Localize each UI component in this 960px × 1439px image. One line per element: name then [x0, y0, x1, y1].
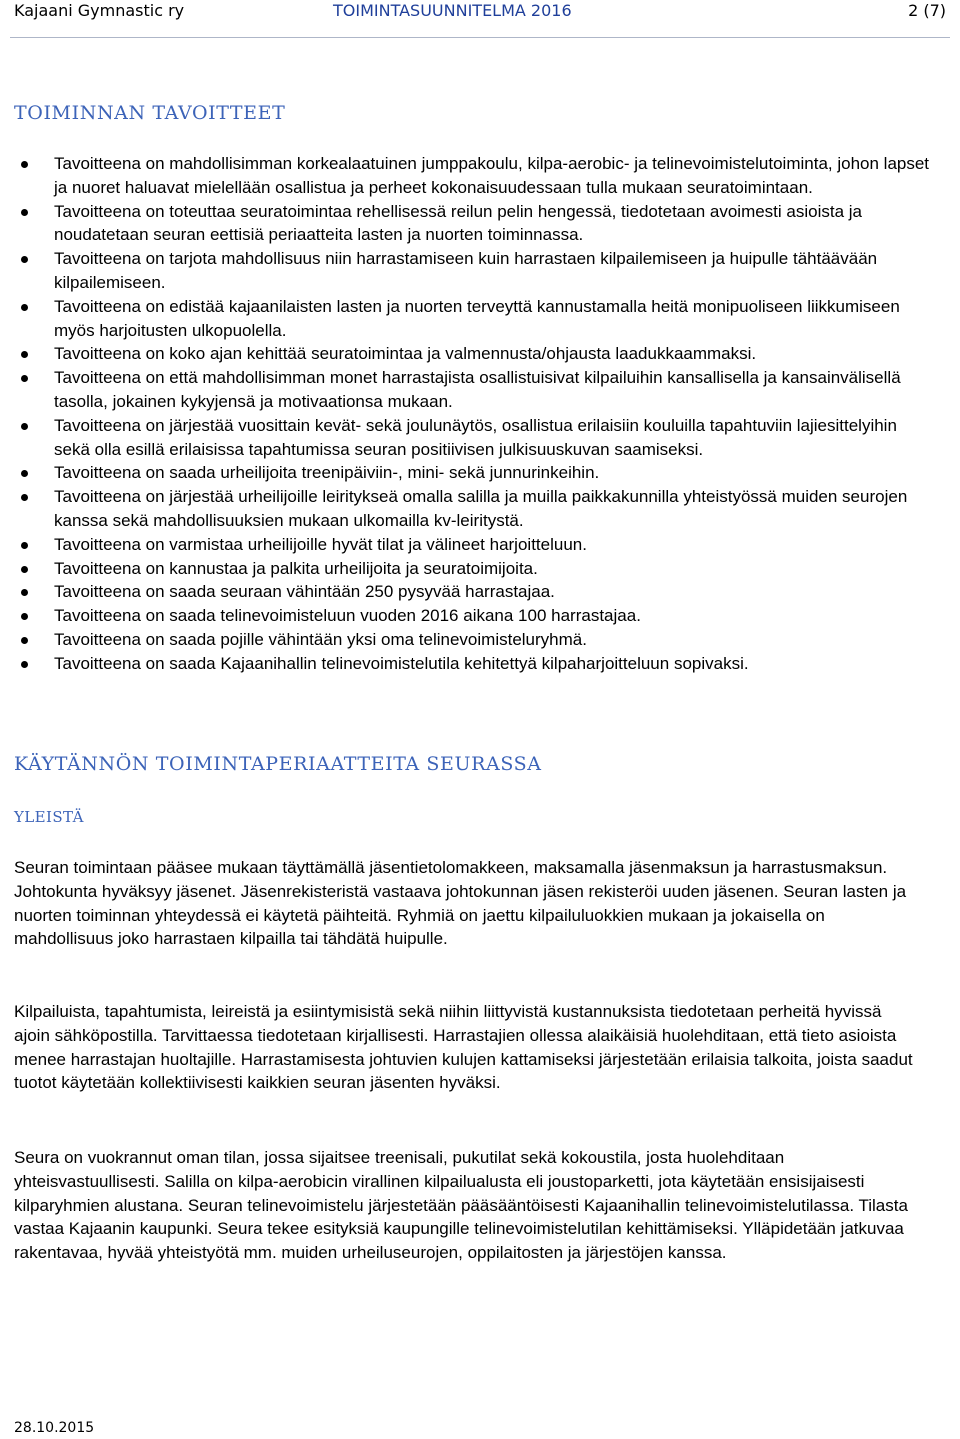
- goal-item: Tavoitteena on koko ajan kehittää seuratoimintaa ja valmennusta/ohjausta laadukkaammaksi.: [0, 342, 930, 366]
- bullet-icon: [21, 470, 28, 477]
- goal-item: Tavoitteena on saada Kajaanihallin telinevoimistelutila kehitettyä kilpaharjoitteluun sopivaksi.: [0, 652, 930, 676]
- footer-date: 28.10.2015: [14, 1420, 95, 1436]
- header-divider: [10, 37, 950, 38]
- bullet-icon: [21, 256, 28, 263]
- goal-item: Tavoitteena on saada urheilijoita treenipäiviin-, mini- sekä junnurinkeihin.: [0, 461, 930, 485]
- page-header: [14, 0, 946, 22]
- goal-item: Tavoitteena on saada telinevoimisteluun vuoden 2016 aikana 100 harrastajaa.: [0, 604, 930, 628]
- bullet-icon: [21, 209, 28, 216]
- goal-item: Tavoitteena on järjestää vuosittain kevät- sekä joulunäytös, osallistua erilaisiin kouluilla tapahtuviin lajiesittelyihin sekä olla esillä erilaisissa tapahtumissa seuran positiivisen julkisuuskuvan saamiseksi.: [0, 414, 930, 462]
- bullet-icon: [21, 589, 28, 596]
- goals-heading: TOIMINNAN TAVOITTEET: [14, 102, 286, 124]
- document-title: TOIMINTASUUNNITELMA 2016: [333, 1, 572, 20]
- organization-name: Kajaani Gymnastic ry: [14, 1, 185, 20]
- bullet-icon: [21, 637, 28, 644]
- principles-heading: KÄYTÄNNÖN TOIMINTAPERIAATTEITA SEURASSA: [14, 753, 542, 775]
- goal-item: Tavoitteena on saada pojille vähintään yksi oma telinevoimisteluryhmä.: [0, 628, 930, 652]
- goal-item: Tavoitteena on edistää kajaanilaisten lasten ja nuorten terveyttä kannustamalla heitä monipuoliseen liikkumiseen myös harjoitusten ulkopuolella.: [0, 295, 930, 343]
- bullet-icon: [21, 613, 28, 620]
- bullet-icon: [21, 351, 28, 358]
- paragraph-membership: Seuran toimintaan pääsee mukaan täyttämällä jäsentietolomakkeen, maksamalla jäsenmaksun ja harrastusmaksun. Johtokunta hyväksyy jäsenet. Jäsenrekisteristä vastaava johtokunnan jäsen rekisteröi uuden jäsenen. Seuran lasten ja nuorten toiminnan yhteydessä ei käytetä päihteitä. Ryhmiä on jaettu kilpailuluokkien mukaan ja jokaisella on mahdollisuus joko harrastaen kilpailla tai tähdätä huipulle.: [14, 858, 907, 949]
- goal-item: Tavoitteena on järjestää urheilijoille leiritykseä omalla salilla ja muilla paikkakunnilla yhteistyössä muiden seurojen kanssa sekä mahdollisuuksien mukaan ulkomailla kv-leiritystä.: [0, 485, 930, 533]
- bullet-icon: [21, 566, 28, 573]
- goal-item: Tavoitteena on saada seuraan vähintään 250 pysyvää harrastajaa.: [0, 580, 930, 604]
- bullet-icon: [21, 423, 28, 430]
- goal-item: Tavoitteena on mahdollisimman korkealaatuinen jumppakoulu, kilpa-aerobic- ja telinevoimistelutoiminta, johon lapset ja nuoret haluavat mielellään osallistua ja perheet kokonaisuudessaan tulla mukaan seuratoimintaan.: [0, 152, 930, 200]
- paragraph-facilities: Seura on vuokrannut oman tilan, jossa sijaitsee treenisali, pukutilat sekä kokoustila, josta huolehditaan yhteisvastuullisesti. Salilla on kilpa-aerobicin virallinen kilpailualusta eli joustoparketti, jota käytetään ensisijaisesti kilparyhmien alustana. Seuran telinevoimistelu järjestetään pääsääntöisesti Kajaanihallin telinevoimistelutilassa. Tilasta vastaa Kajaanin kaupunki. Seura tekee esityksiä kaupungille telinevoimistelutilan kehittämiseksi. Ylläpidetään jatkuvaa rakentavaa, hyvää yhteistyötä mm. muiden urheiluseurojen, oppilaitosten ja järjestöjen kanssa.: [14, 1148, 908, 1263]
- goals-list: [0, 152, 930, 676]
- bullet-icon: [21, 161, 28, 168]
- goal-item: Tavoitteena on että mahdollisimman monet harrastajista osallistuisivat kilpailuihin kansallisella ja kansainvälisellä tasolla, jokainen kykyjensä ja motivaationsa mukaan.: [0, 366, 930, 414]
- bullet-icon: [21, 661, 28, 668]
- bullet-icon: [21, 304, 28, 311]
- general-subheading: YLEISTÄ: [14, 808, 84, 826]
- bullet-icon: [21, 494, 28, 501]
- goal-item: Tavoitteena on varmistaa urheilijoille hyvät tilat ja välineet harjoitteluun.: [0, 533, 930, 557]
- page-number: 2 (7): [908, 1, 946, 20]
- bullet-icon: [21, 375, 28, 382]
- goal-item: Tavoitteena on toteuttaa seuratoimintaa rehellisessä reilun pelin hengessä, tiedotetaan avoimesti asioista ja noudatetaan seuran eettisiä periaatteita lasten ja nuorten toiminnassa.: [0, 200, 930, 248]
- goal-item: Tavoitteena on kannustaa ja palkita urheilijoita ja seuratoimijoita.: [0, 557, 930, 581]
- paragraph-communication: Kilpailuista, tapahtumista, leireistä ja esiintymisistä sekä niihin liittyvistä kustannuksista tiedotetaan perheitä hyvissä ajoin sähköpostilla. Tarvittaessa tiedotetaan kirjallisesti. Harrastajien ollessa alaikäisiä huolehditaan, että tieto asioista menee harrastajan huoltajille. Harrastamisesta johtuvien kulujen kattamiseksi järjestetään erilaisia talkoita, joista saadut tuotot käytetään kollektiivisesti kaikkien seuran jäsenten hyväksi.: [14, 1002, 913, 1093]
- bullet-icon: [21, 542, 28, 549]
- goal-item: Tavoitteena on tarjota mahdollisuus niin harrastamiseen kuin harrastaen kilpailemiseen ja huipulle tähtäävään kilpailemiseen.: [0, 247, 930, 295]
